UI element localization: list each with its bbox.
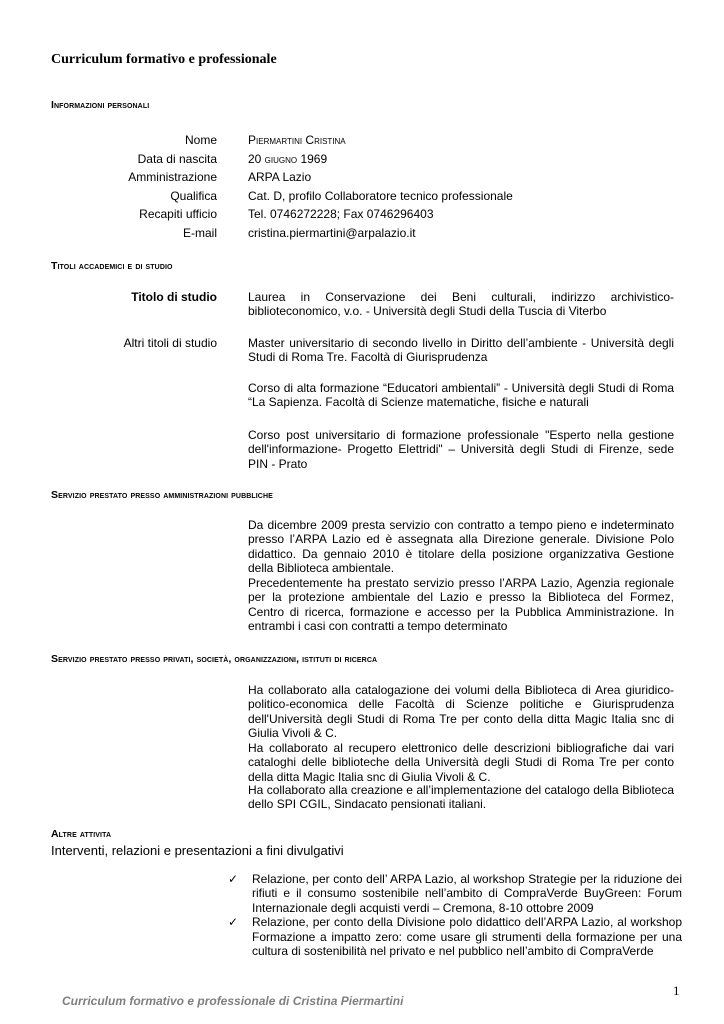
other-title-item: Corso post universitario di formazione professionale "Esperto nella gestione dell'informazione- Progetto Elettridi" – Università degli Studi di Firenze, sede PIN - Prato bbox=[248, 428, 674, 471]
other-titles-label: Altri titoli di studio bbox=[123, 336, 217, 350]
private-service-paragraph: Ha collaborato al recupero elettronico delle descrizioni bibliografiche dai vari cataloghi delle biblioteche della Università degli Studi di Roma Tre per conto della ditta Magic Italia snc di Giulia Vivoli & C. bbox=[248, 741, 674, 784]
other-title-item: Master universitario di secondo livello in Diritto dell’ambiente - Università degli Studi di Roma Tre. Facoltà di Giurisprudenza bbox=[248, 336, 674, 365]
info-row-office-contacts bbox=[0, 207, 724, 225]
info-row-name bbox=[0, 133, 724, 151]
info-row-birthdate bbox=[0, 152, 724, 170]
info-label: Nome bbox=[184, 133, 217, 147]
activity-text: Relazione, per conto della Divisione polo didattico dell’ARPA Lazio, al workshop Formazione a impatto zero: come usare gli strumenti della formazione per una cultura di sostenibilità nel privato e nel pubblico nell’ambito di CompraVerde bbox=[252, 915, 682, 959]
info-row-email bbox=[0, 226, 724, 244]
public-service-paragraph: Da dicembre 2009 presta servizio con contratto a tempo pieno e indeterminato presso l’ARPA Lazio ed è assegnata alla Direzione generale. Divisione Polo didattico. Da gennaio 2010 è titolare della posizione organizzativa Gestione della Biblioteca ambientale. bbox=[248, 518, 674, 576]
info-label: E-mail bbox=[182, 226, 217, 240]
private-service-paragraph: Ha collaborato alla catalogazione dei volumi della Biblioteca di Area giuridico-politico-economica delle Facoltà di Scienze politiche e Giurisprudenza dell'Università degli Studi di Roma Tre per conto della ditta Magic Italia snc di Giulia Vivoli & C. bbox=[248, 683, 674, 741]
info-value: Piermartini Cristina bbox=[248, 133, 346, 147]
section-heading-academic-titles: Titoli accademici e di studio bbox=[51, 260, 173, 272]
activities-list bbox=[228, 872, 682, 958]
info-label: Recapiti ufficio bbox=[139, 207, 217, 221]
info-label: Qualifica bbox=[170, 189, 217, 203]
info-row-administration bbox=[0, 170, 724, 188]
activity-text: Relazione, per conto dell’ ARPA Lazio, al workshop Strategie per la riduzione dei rifiuti e il consumo sostenibile nell’ambito di CompraVerde BuyGreen: Forum Internazionale degli acquisti verdi – Cremona, 8-10 ottobre 2009 bbox=[252, 872, 682, 915]
list-item bbox=[228, 872, 682, 915]
info-value: Cat. D, profilo Collaboratore tecnico professionale bbox=[248, 189, 513, 203]
info-value: ARPA Lazio bbox=[248, 170, 312, 184]
info-label: Data di nascita bbox=[137, 152, 217, 166]
checkmark-icon: ✓ bbox=[228, 915, 239, 930]
study-title-text: Laurea in Conservazione dei Beni culturali, indirizzo archivistico-biblioteconomico, v.o. - Università degli Studi della Tuscia di Viterbo bbox=[248, 290, 674, 319]
other-activities-subheading: Interventi, relazioni e presentazioni a fini divulgativi bbox=[51, 843, 344, 858]
page-number: 1 bbox=[673, 983, 680, 998]
study-title-label: Titolo di studio bbox=[131, 290, 217, 304]
info-label: Amministrazione bbox=[128, 170, 217, 184]
checkmark-icon: ✓ bbox=[228, 872, 239, 886]
email-link[interactable]: cristina.piermartini@arpalazio.it bbox=[248, 226, 416, 240]
section-heading-private-service: Servizio prestato presso privati, società, organizzazioni, istituti di ricerca bbox=[51, 653, 378, 665]
info-value: Tel. 0746272228; Fax 0746296403 bbox=[248, 207, 434, 221]
private-service-paragraph: Ha collaborato alla creazione e all’implementazione del catalogo della Biblioteca dello SPI CGIL, Sindacato pensionati italiani. bbox=[248, 783, 674, 812]
info-value: 20 giugno 1969 bbox=[248, 152, 328, 166]
public-service-paragraph: Precedentemente ha prestato servizio presso l’ARPA Lazio, Agenzia regionale per la protezione ambientale del Lazio e presso la Biblioteca del Formez, Centro di ricerca, formazione e accesso per la Pubblica Amministrazione. In entrambi i casi con contratti a tempo determinato bbox=[248, 576, 674, 634]
other-title-item: Corso di alta formazione “Educatori ambientali” - Università degli Studi di Roma “La Sapienza. Facoltà di Scienze matematiche, fisiche e naturali bbox=[248, 381, 674, 410]
info-row-qualification bbox=[0, 189, 724, 207]
list-item bbox=[228, 915, 682, 958]
page-footer: Curriculum formativo e professionale di Cristina Piermartini bbox=[62, 994, 404, 1008]
document-title: Curriculum formativo e professionale bbox=[51, 52, 277, 67]
section-heading-public-service: Servizio prestato presso amministrazioni pubbliche bbox=[51, 489, 273, 501]
section-heading-personal-info: Informazioni personali bbox=[51, 99, 150, 111]
section-heading-other-activities: Altre attivita bbox=[51, 828, 112, 840]
